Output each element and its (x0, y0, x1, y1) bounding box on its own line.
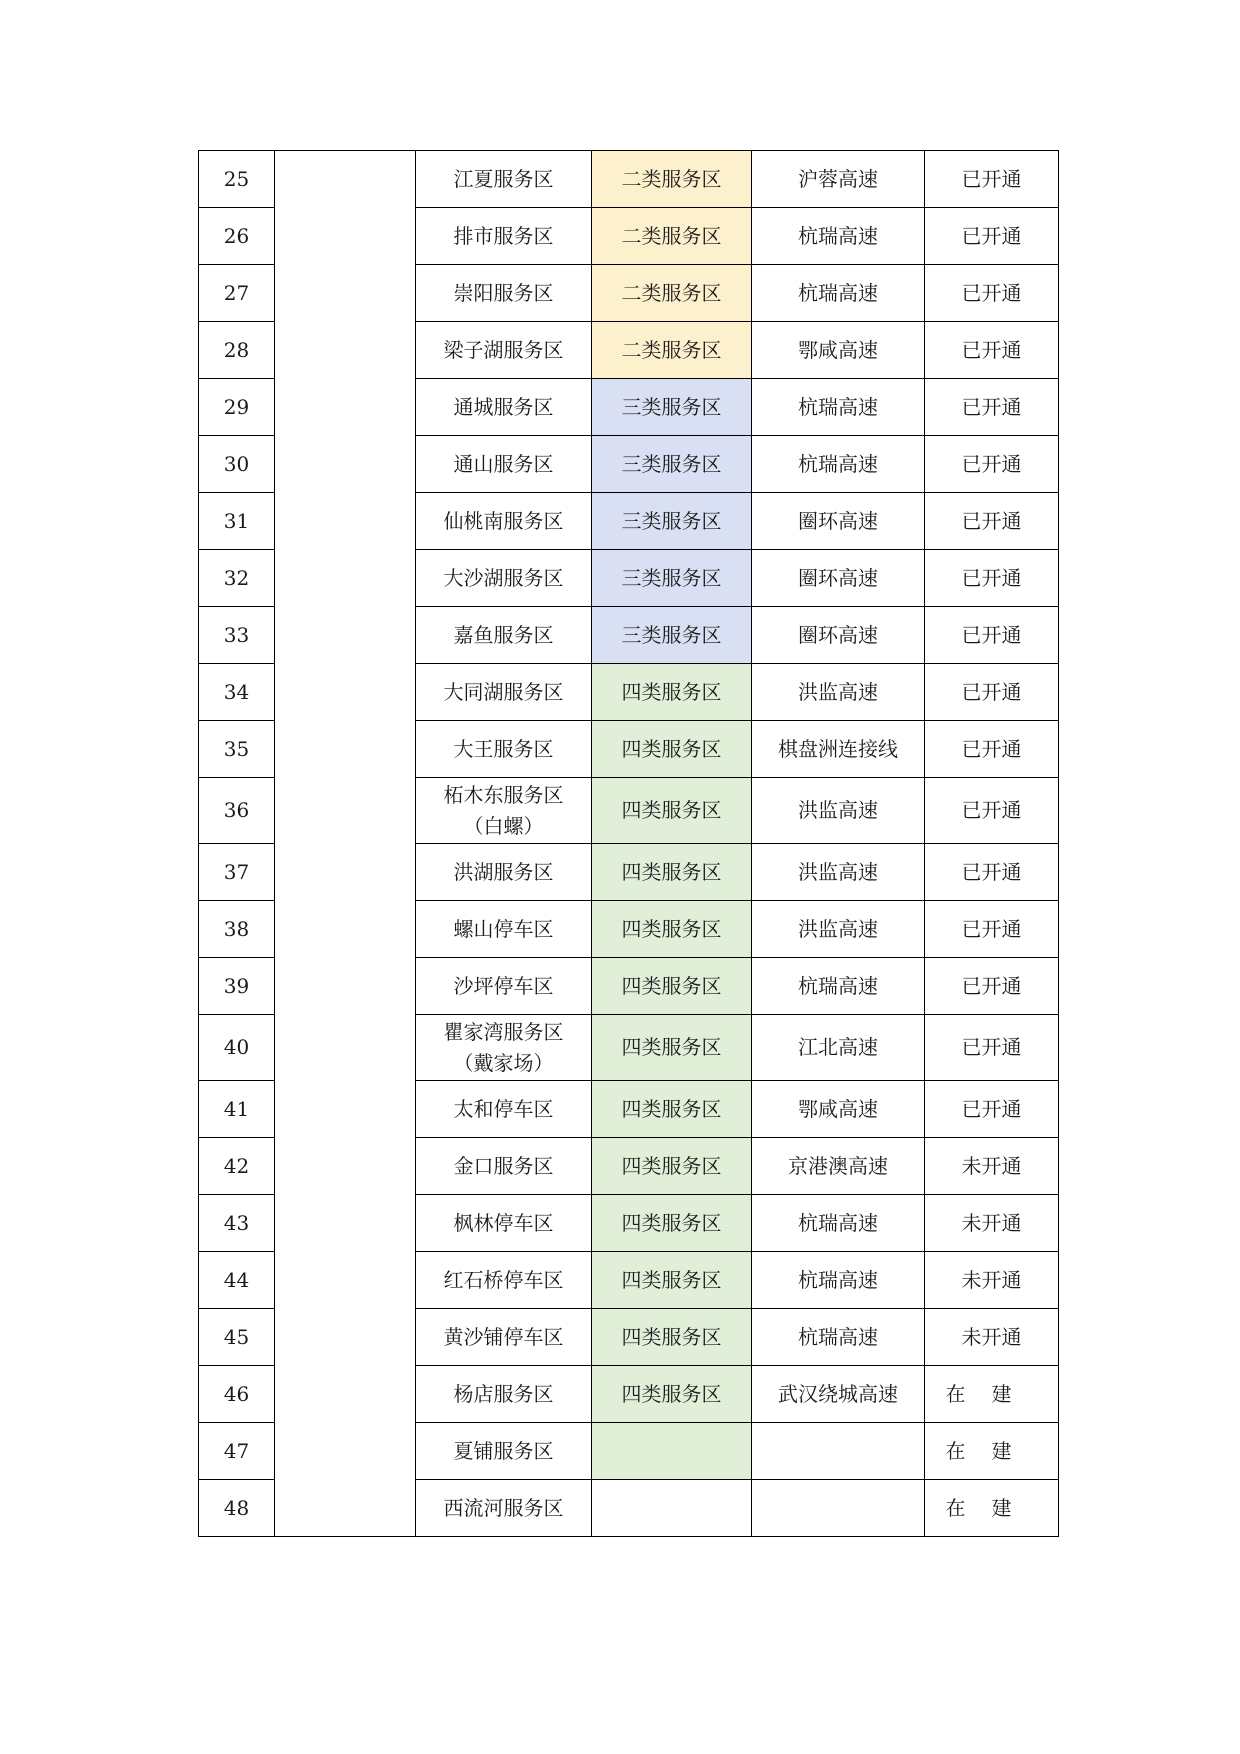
service-area-type: 二类服务区 (592, 208, 752, 265)
service-area-name (416, 1309, 592, 1366)
row-number: 40 (199, 1015, 275, 1081)
open-status: 已开通 (925, 493, 1059, 550)
service-area-name-line: 金口服务区 (453, 1153, 554, 1178)
row-number: 48 (199, 1480, 275, 1537)
open-status: 未开通 (925, 1252, 1059, 1309)
highway-name: 武汉绕城高速 (752, 1366, 925, 1423)
service-area-name-line: 嘉鱼服务区 (453, 622, 554, 647)
service-area-type: 四类服务区 (592, 721, 752, 778)
service-area-name (416, 664, 592, 721)
highway-name: 杭瑞高速 (752, 265, 925, 322)
service-area-type: 四类服务区 (592, 1366, 752, 1423)
service-area-type: 四类服务区 (592, 1081, 752, 1138)
service-area-name-line: 沙坪停车区 (453, 973, 554, 998)
row-number: 31 (199, 493, 275, 550)
open-status: 已开通 (925, 379, 1059, 436)
service-area-name-line: 通城服务区 (453, 394, 554, 419)
service-area-name (416, 958, 592, 1015)
service-area-name-line: 太和停车区 (453, 1096, 554, 1121)
open-status: 未开通 (925, 1309, 1059, 1366)
open-status: 已开通 (925, 322, 1059, 379)
service-area-type: 三类服务区 (592, 493, 752, 550)
service-area-name (416, 1081, 592, 1138)
row-number: 34 (199, 664, 275, 721)
open-status: 已开通 (925, 265, 1059, 322)
highway-name: 圈环高速 (752, 550, 925, 607)
service-area-name (416, 778, 592, 844)
service-area-name (416, 901, 592, 958)
open-status: 在建 (925, 1423, 1059, 1480)
open-status: 已开通 (925, 958, 1059, 1015)
service-area-type (592, 1423, 752, 1480)
service-area-name-line: 夏铺服务区 (453, 1438, 554, 1463)
service-area-name (416, 151, 592, 208)
highway-name: 杭瑞高速 (752, 1252, 925, 1309)
highway-name: 圈环高速 (752, 607, 925, 664)
row-number: 25 (199, 151, 275, 208)
open-status: 已开通 (925, 550, 1059, 607)
open-status: 在建 (925, 1366, 1059, 1423)
service-area-name-line: 大同湖服务区 (443, 679, 564, 704)
service-area-type: 四类服务区 (592, 778, 752, 844)
highway-name: 杭瑞高速 (752, 379, 925, 436)
highway-name: 杭瑞高速 (752, 208, 925, 265)
highway-name: 棋盘洲连接线 (752, 721, 925, 778)
highway-name: 洪监高速 (752, 778, 925, 844)
service-area-name-line: 黄沙铺停车区 (443, 1324, 564, 1349)
row-number: 44 (199, 1252, 275, 1309)
service-area-type: 二类服务区 (592, 322, 752, 379)
highway-name (752, 1423, 925, 1480)
row-number: 42 (199, 1138, 275, 1195)
open-status: 已开通 (925, 151, 1059, 208)
service-area-type: 四类服务区 (592, 1252, 752, 1309)
service-area-name-line: 通山服务区 (453, 451, 554, 476)
service-area-type: 二类服务区 (592, 151, 752, 208)
service-area-type: 四类服务区 (592, 1309, 752, 1366)
service-area-name (416, 844, 592, 901)
service-area-name (416, 550, 592, 607)
service-area-name (416, 208, 592, 265)
service-area-name-line: 西流河服务区 (443, 1495, 564, 1520)
highway-name: 沪蓉高速 (752, 151, 925, 208)
service-area-name (416, 493, 592, 550)
service-area-name-line: 梁子湖服务区 (443, 337, 564, 362)
service-area-name (416, 1195, 592, 1252)
row-number: 35 (199, 721, 275, 778)
service-area-name (416, 1138, 592, 1195)
table-body (199, 151, 1059, 1537)
open-status: 未开通 (925, 1195, 1059, 1252)
row-number: 39 (199, 958, 275, 1015)
service-area-type: 四类服务区 (592, 958, 752, 1015)
service-area-type: 四类服务区 (592, 1138, 752, 1195)
open-status: 已开通 (925, 664, 1059, 721)
open-status: 已开通 (925, 1081, 1059, 1138)
row-number: 38 (199, 901, 275, 958)
highway-name: 洪监高速 (752, 664, 925, 721)
merged-blank-cell (275, 151, 416, 1537)
table-row (199, 151, 1059, 208)
row-number: 47 (199, 1423, 275, 1480)
row-number: 26 (199, 208, 275, 265)
open-status: 已开通 (925, 1015, 1059, 1081)
service-area-name (416, 322, 592, 379)
service-area-name-line: 杨店服务区 (453, 1381, 554, 1406)
service-area-type: 三类服务区 (592, 379, 752, 436)
open-status: 已开通 (925, 607, 1059, 664)
highway-name: 京港澳高速 (752, 1138, 925, 1195)
row-number: 29 (199, 379, 275, 436)
service-area-name-line: 崇阳服务区 (453, 280, 554, 305)
service-area-name-line: 洪湖服务区 (453, 859, 554, 884)
open-status: 在建 (925, 1480, 1059, 1537)
row-number: 32 (199, 550, 275, 607)
service-area-type: 三类服务区 (592, 607, 752, 664)
service-area-type: 二类服务区 (592, 265, 752, 322)
highway-name: 圈环高速 (752, 493, 925, 550)
open-status: 已开通 (925, 436, 1059, 493)
service-area-name (416, 1423, 592, 1480)
open-status: 已开通 (925, 778, 1059, 844)
row-number: 27 (199, 265, 275, 322)
service-area-name-subline: （戴家场） (453, 1050, 554, 1075)
service-area-name (416, 1015, 592, 1081)
service-area-name (416, 1366, 592, 1423)
service-area-name-line: 螺山停车区 (453, 916, 554, 941)
highway-name: 杭瑞高速 (752, 1195, 925, 1252)
highway-name: 鄂咸高速 (752, 1081, 925, 1138)
service-area-type: 四类服务区 (592, 664, 752, 721)
row-number: 36 (199, 778, 275, 844)
open-status: 已开通 (925, 844, 1059, 901)
service-area-name (416, 1480, 592, 1537)
service-area-name-line: 枫林停车区 (453, 1210, 554, 1235)
service-area-name-line: 排市服务区 (453, 223, 554, 248)
service-area-type: 三类服务区 (592, 436, 752, 493)
highway-name: 鄂咸高速 (752, 322, 925, 379)
service-area-table (198, 150, 1059, 1537)
service-area-type: 三类服务区 (592, 550, 752, 607)
highway-name: 洪监高速 (752, 844, 925, 901)
highway-name: 洪监高速 (752, 901, 925, 958)
service-area-name-subline: （白螺） (463, 813, 544, 838)
highway-name: 江北高速 (752, 1015, 925, 1081)
service-area-name (416, 607, 592, 664)
service-area-name (416, 1252, 592, 1309)
service-area-type: 四类服务区 (592, 844, 752, 901)
service-area-name-line: 仙桃南服务区 (443, 508, 564, 533)
service-area-name-line: 柘木东服务区 (443, 782, 564, 807)
highway-name: 杭瑞高速 (752, 1309, 925, 1366)
service-area-type: 四类服务区 (592, 901, 752, 958)
service-area-type (592, 1480, 752, 1537)
open-status: 已开通 (925, 721, 1059, 778)
service-area-name-line: 红石桥停车区 (443, 1267, 564, 1292)
service-area-name-line: 瞿家湾服务区 (443, 1019, 564, 1044)
row-number: 30 (199, 436, 275, 493)
highway-name (752, 1480, 925, 1537)
service-area-name (416, 721, 592, 778)
row-number: 37 (199, 844, 275, 901)
row-number: 28 (199, 322, 275, 379)
service-area-type: 四类服务区 (592, 1195, 752, 1252)
service-area-name-line: 大沙湖服务区 (443, 565, 564, 590)
row-number: 43 (199, 1195, 275, 1252)
highway-name: 杭瑞高速 (752, 436, 925, 493)
service-area-type: 四类服务区 (592, 1015, 752, 1081)
service-area-name-line: 江夏服务区 (453, 166, 554, 191)
service-area-name (416, 265, 592, 322)
open-status: 已开通 (925, 208, 1059, 265)
row-number: 45 (199, 1309, 275, 1366)
service-area-name (416, 436, 592, 493)
service-area-name-line: 大王服务区 (453, 736, 554, 761)
open-status: 未开通 (925, 1138, 1059, 1195)
open-status: 已开通 (925, 901, 1059, 958)
highway-name: 杭瑞高速 (752, 958, 925, 1015)
row-number: 41 (199, 1081, 275, 1138)
row-number: 46 (199, 1366, 275, 1423)
service-area-name (416, 379, 592, 436)
row-number: 33 (199, 607, 275, 664)
